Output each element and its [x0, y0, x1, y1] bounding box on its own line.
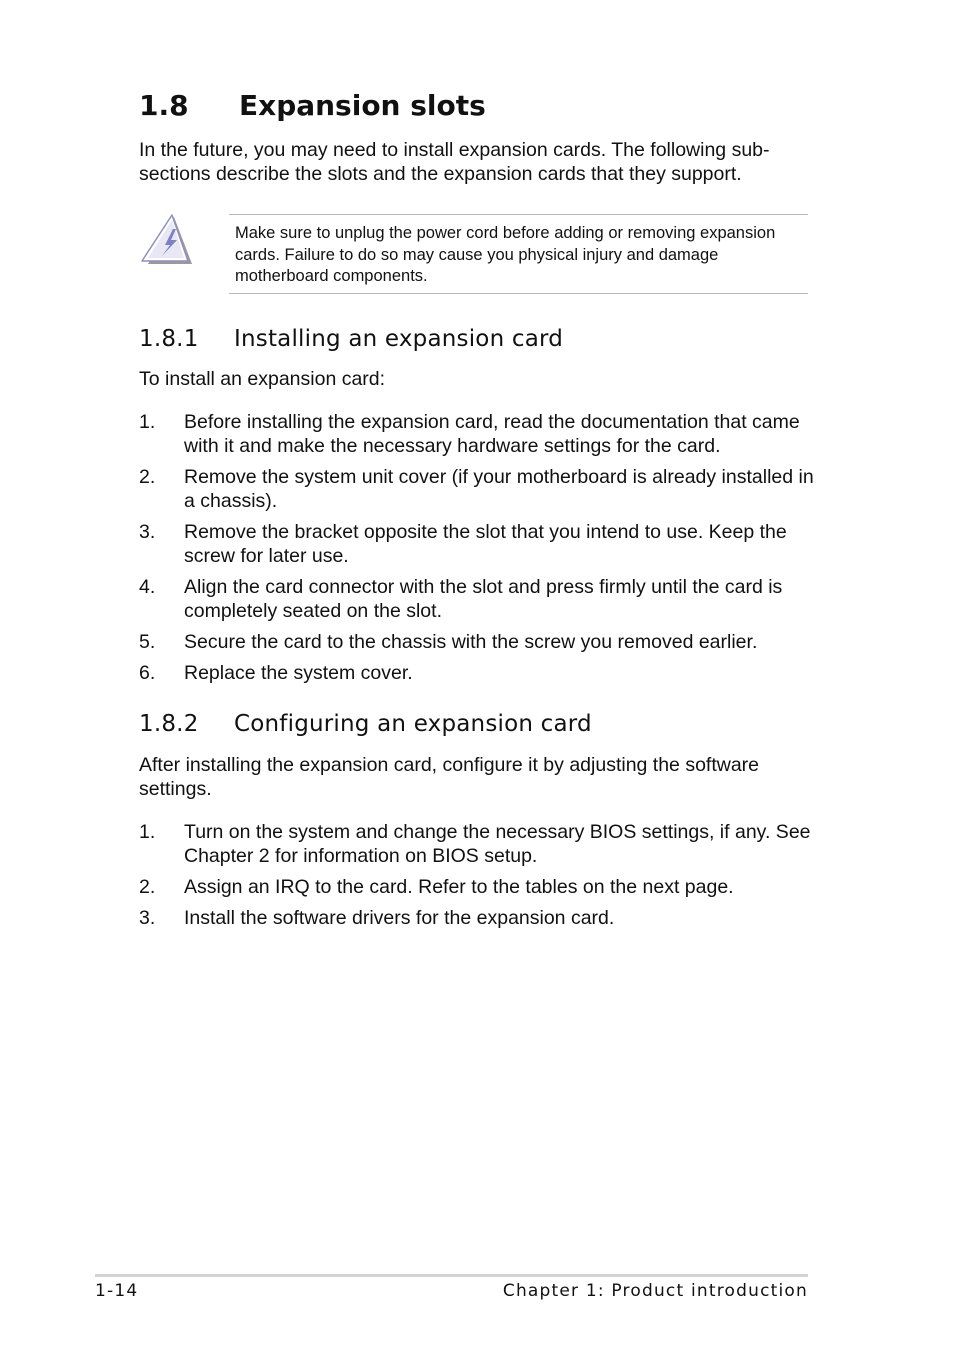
warning-triangle-icon [139, 214, 193, 266]
subsection-number: 1.8.2 [139, 711, 199, 737]
step-number: 3. [139, 521, 156, 543]
step-text: Secure the card to the chassis with the screw you removed earlier. [184, 631, 758, 653]
section-heading [139, 86, 486, 126]
step-number: 2. [139, 876, 156, 898]
list-item [139, 661, 819, 685]
step-number: 5. [139, 631, 156, 653]
step-number: 3. [139, 907, 156, 929]
section-intro: In the future, you may need to install expansion cards. The following sub-sections describe the slots and the expansion cards that they support. [139, 139, 770, 185]
list-item [139, 520, 819, 568]
chapter-title: Chapter 1: Product introduction [502, 1281, 808, 1301]
step-number: 4. [139, 576, 156, 598]
subsection-title: Installing an expansion card [234, 326, 564, 352]
step-text: Turn on the system and change the necessary BIOS settings, if any. See Chapter 2 for information on BIOS setup. [184, 821, 811, 867]
subsection-title: Configuring an expansion card [234, 711, 592, 737]
step-number: 6. [139, 662, 156, 684]
subsection-heading-configuring [139, 708, 592, 740]
step-text: Remove the bracket opposite the slot that you intend to use. Keep the screw for later use. [184, 521, 787, 567]
step-text: Before installing the expansion card, read the documentation that came with it and make the necessary hardware settings for the card. [184, 411, 800, 457]
step-number: 1. [139, 411, 156, 433]
list-item [139, 465, 819, 513]
step-number: 2. [139, 466, 156, 488]
subsection-intro: After installing the expansion card, configure it by adjusting the software settings. [139, 754, 760, 800]
list-item [139, 906, 819, 930]
step-text: Install the software drivers for the expansion card. [184, 907, 615, 929]
step-text: Align the card connector with the slot and press firmly until the card is completely seated on the slot. [184, 576, 783, 622]
list-item [139, 410, 819, 458]
page-number: 1-14 [95, 1281, 139, 1301]
configure-steps-list [139, 820, 819, 937]
step-text: Assign an IRQ to the card. Refer to the tables on the next page. [184, 876, 734, 898]
subsection-intro: To install an expansion card: [139, 368, 386, 390]
caution-note [229, 214, 808, 294]
list-item [139, 820, 819, 868]
subsection-heading-installing [139, 323, 563, 355]
step-number: 1. [139, 821, 156, 843]
list-item [139, 630, 819, 654]
step-text: Remove the system unit cover (if your motherboard is already installed in a chassis). [184, 466, 814, 512]
section-title: Expansion slots [239, 89, 486, 122]
install-steps-list [139, 410, 819, 692]
caution-note-text: Make sure to unplug the power cord before adding or removing expansion cards. Failure to do so may cause you physical injury and damage motherboard components. [235, 224, 776, 286]
list-item [139, 575, 819, 623]
subsection-number: 1.8.1 [139, 326, 199, 352]
footer-divider [95, 1274, 808, 1277]
list-item [139, 875, 819, 899]
step-text: Replace the system cover. [184, 662, 413, 684]
section-number: 1.8 [139, 89, 189, 122]
